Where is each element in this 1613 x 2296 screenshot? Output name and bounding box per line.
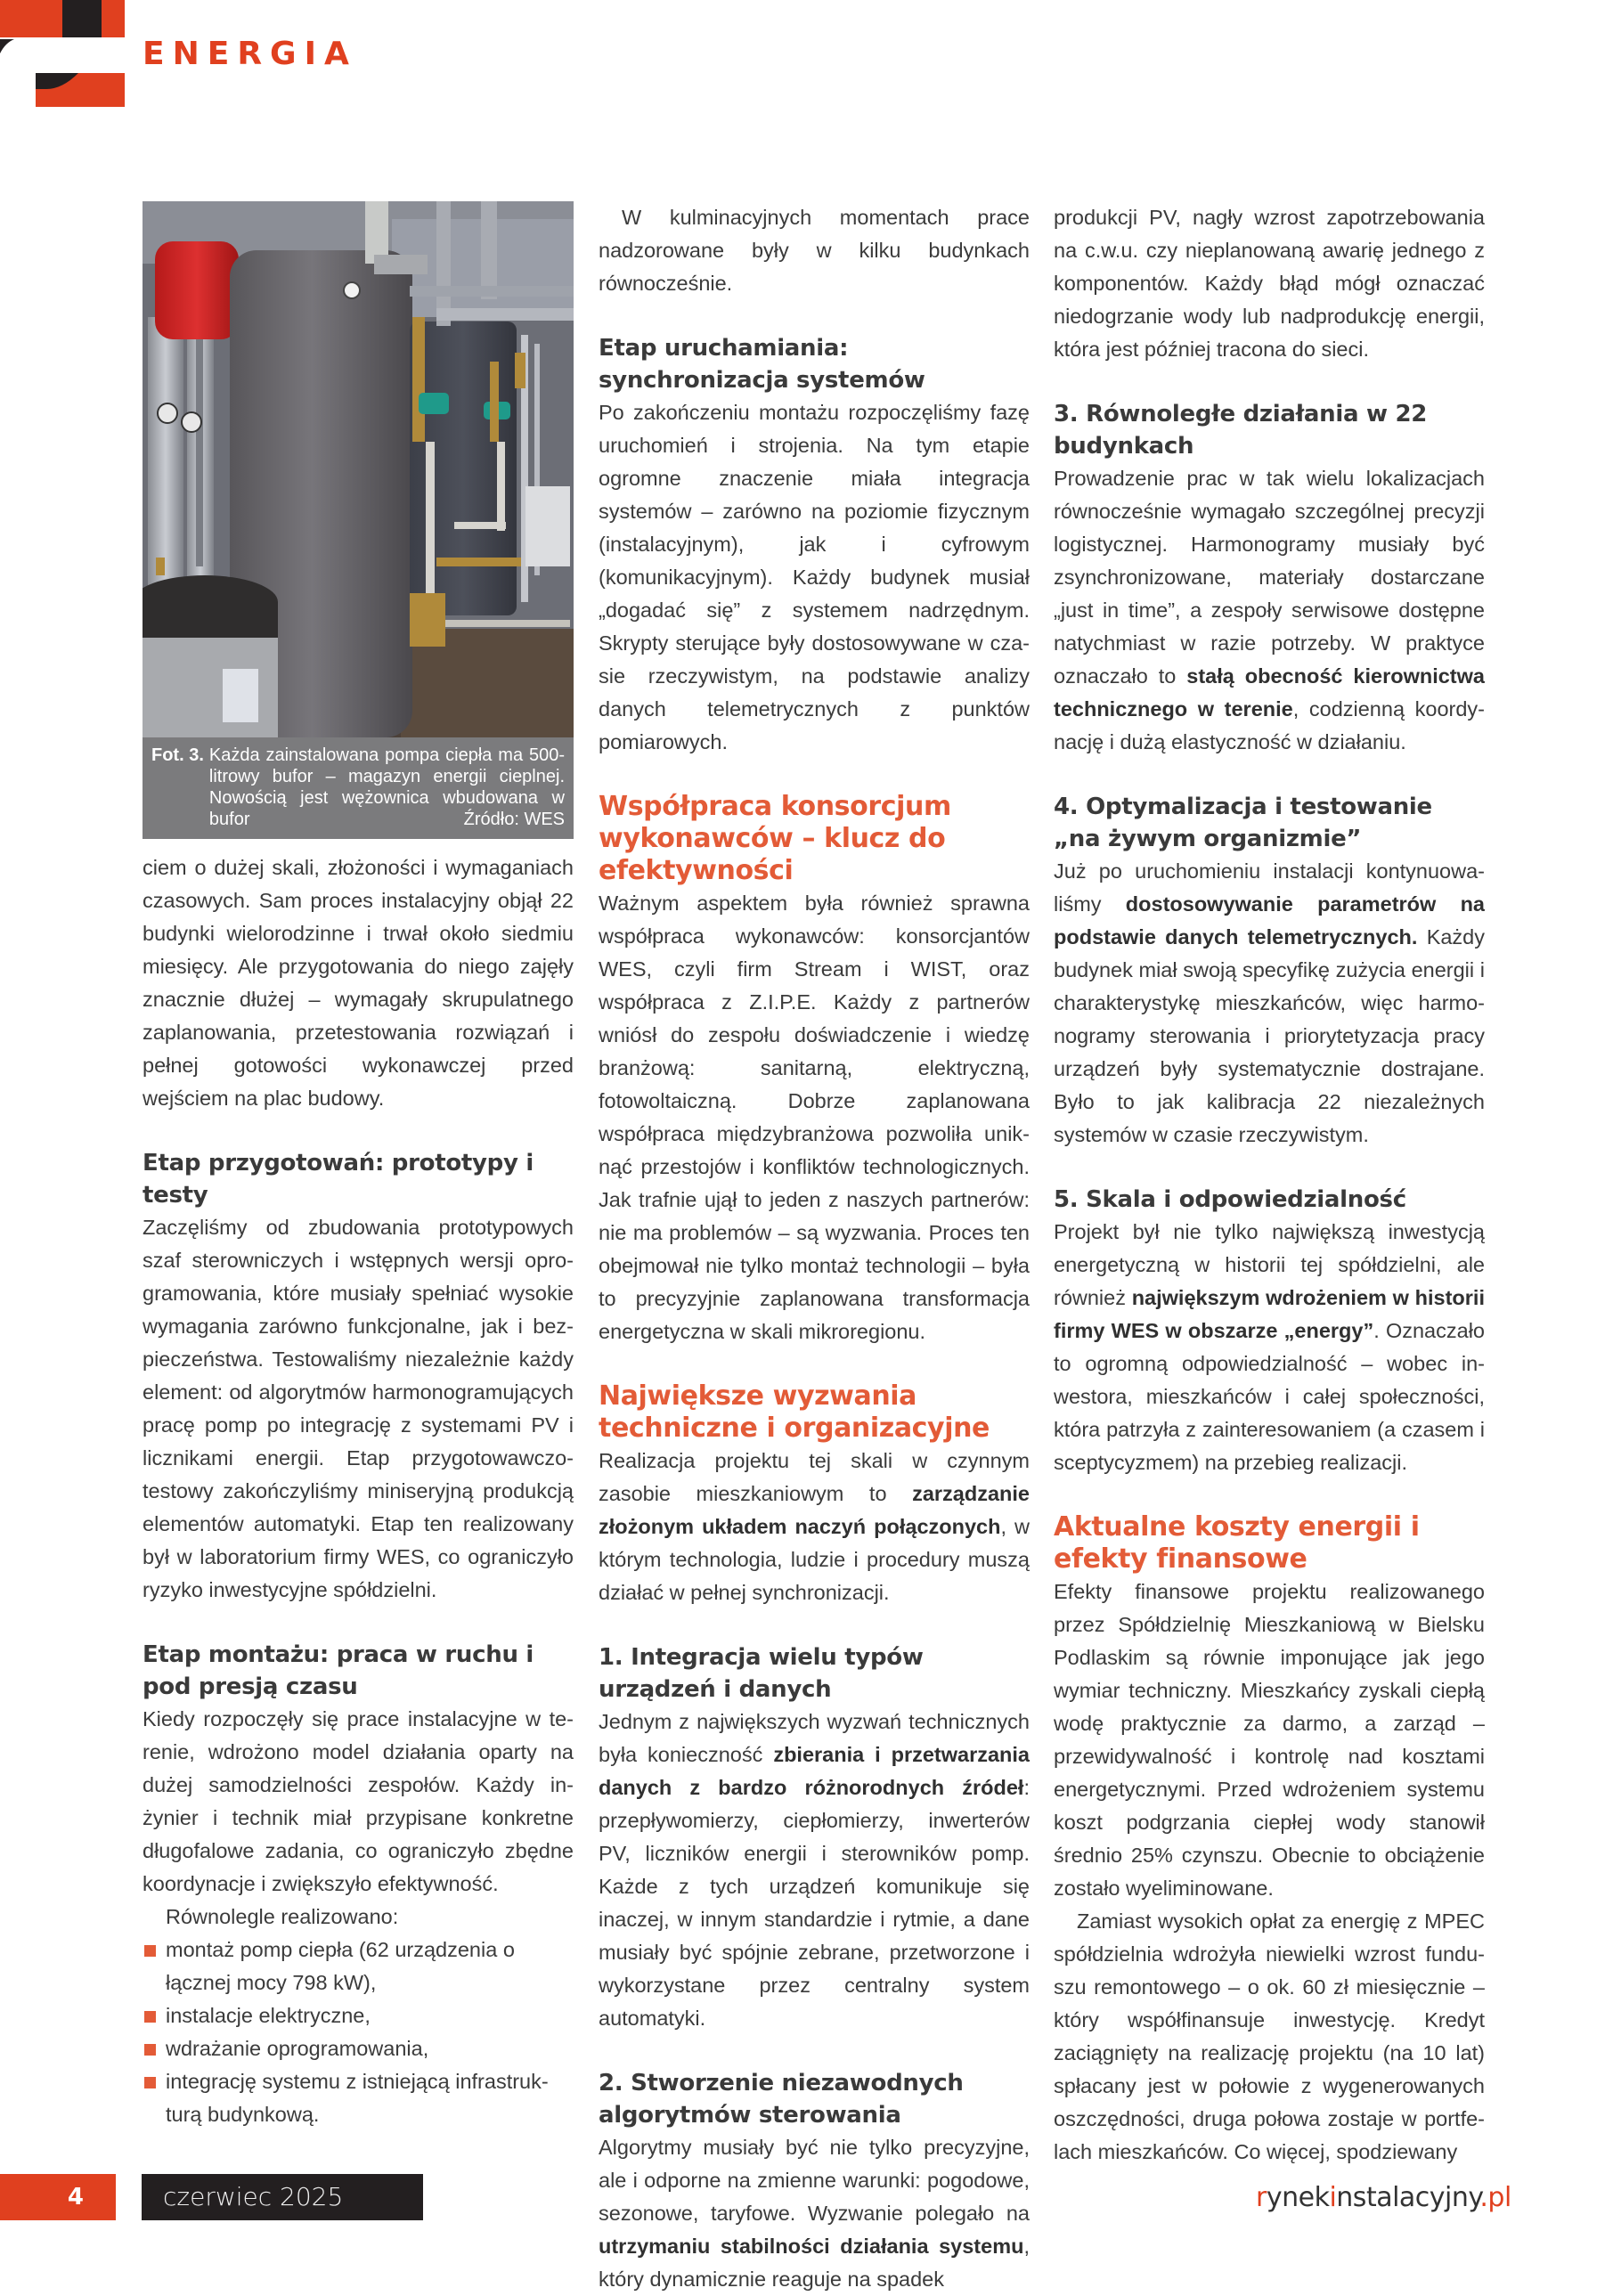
caption-label: Fot. 3. <box>151 745 204 765</box>
column1-intro-paragraph: ciem o dużej skali, złożoności i wymaganiach czasowych. Sam proces instalacyjny objął 22 budynki wielorodzinne i trwał około siedmiu miesięcy. Ale przygotowania do niego zajęły znacznie dłużej – wymagały skrupulatnego zaplanowania, przetestowania rozwiązań i pełnej gotowości wykonawczej przed wejściem na plac budowy. <box>143 856 574 1110</box>
text-run: Już po uruchomieniu instalacji kontynuowaliśmy <box>1054 859 1485 916</box>
list-item: montaż pomp ciepła (62 urządzenia o łącznej mocy 798 kW), <box>143 1934 574 1999</box>
text-run: . Oznaczało to ogromną odpowiedzialność – wobec inwestora, mieszkańców i całej społeczności, która patrzyła z zainteresowaniem (a czasem i sceptycyzmem) na przebieg realizacji. <box>1054 1319 1485 1474</box>
caption-source: Źródło: WES <box>463 810 565 829</box>
heading-assembly-stage: Etap montażu: praca w ruchu i pod presją czasu <box>143 1641 534 1700</box>
heading-energy-costs: Aktualne koszty energii i efekty finansowe <box>1054 1511 1420 1575</box>
text-run: , który dynamicznie reaguje na spadek <box>599 2235 1030 2291</box>
parallel-work-paragraph <box>1054 462 1485 759</box>
bold-text-run: największym wdrożeniem w historii firmy WES w obszarze „energy” <box>1054 1286 1485 1342</box>
text-run: Algorytmy musiały być nie tylko precyzyjne, ale i odporne na zmienne warunki: pogodowe, sezonowe, taryfowe. Wyzwanie polegało na <box>599 2136 1030 2225</box>
list-item: wdrażanie oprogramowania, <box>143 2032 574 2065</box>
bold-text-run: dostosowywanie parametrów na podstawie danych telemetrycznych. <box>1054 892 1486 949</box>
text-run: : przepływomierzy, ciepłomierzy, inwerterów PV, liczników energii i sterowników pomp. Każde z tych urządzeń komunikuje się inaczej, w innym standardzie i rytmie, a dane musiały być spójnie zebrane, przetworzone i wykorzystane przez centralny system automatyki. <box>599 1776 1030 2030</box>
magazine-logo-shape <box>0 0 125 107</box>
issue-date: czerwiec 2025 <box>142 2174 423 2220</box>
caption-text <box>209 745 565 830</box>
heading-device-integration: 1. Integracja wielu typów urządzeń i danych <box>599 1644 924 1703</box>
heading-preparation-stage: Etap przygotowań: prototypy i testy <box>143 1150 534 1209</box>
consortium-paragraph: Ważnym aspektem była również sprawna współpraca wykonawców: konsorcjantów WES, czyli firm Stream i WIST, oraz współpraca z Z.I.P.E. Każdy z partnerów wniósł do zespołu doświadczenie i wiedzę branżową: sanitarną, elektryczną, fotowoltaiczną. Dobrze zaplanowana współpraca międzybranżowa pozwoliła uniknąć przestojów i konfliktów technologicznych. Jak trafnie ujął to jeden z naszych partnerów: nie ma problemów – są wyzwania. Proces ten obejmował nie tylko montaż technologii – była to precyzyjnie zaplanowana transformacja energetyczna w skali mikroregionu. <box>599 892 1030 1343</box>
caption-body: Każda zainstalowana pompa ciepła ma 500-litrowy bufor – magazyn energii cieplnej. Nowością jest wężownica wbudowana w bufor <box>208 745 565 829</box>
challenges-paragraph <box>599 1445 1030 1609</box>
heading-scale-responsibility: 5. Skala i odpowiedzialność <box>1054 1186 1406 1213</box>
column-1 <box>143 201 574 2131</box>
text-run: Każdy budynek miał swoją specyfikę zużycia energii i charakterystykę mieszkańców, więc harmonogramy sterowania i priorytetyzacja pracy urządzeń były systematycznie dostrajane. Było to jak kalibracja 22 niezależnych systemów w czasie rzeczywistym. <box>1054 925 1486 1146</box>
website-link[interactable] <box>1256 2182 1511 2213</box>
bold-text-run: zarządzanie złożonym układem naczyń połączonych <box>599 1482 1030 1538</box>
energy-costs-paragraph: Efekty finansowe projektu realizowanego przez Spółdzielnię Mieszkaniową w Bielsku Podlaskim są równie imponujące jak jego wymiar techniczny. Mieszkańcy zyskali ciepłą wodę praktycznie za darmo, a zarząd – przewidywalność i kontrolę nad kosztami energetycznymi. Przed wdrożeniem systemu koszt podgrzania ciepłej wody stanowił średnio 25% czynszu. Obecnie to obciążenie zostało wyeliminowane. <box>1054 1580 1485 1900</box>
bold-text-run: zbierania i przetwarzania danych z bardzo różnorodnych źródeł <box>599 1743 1030 1799</box>
site-text: ynek <box>1266 2182 1330 2213</box>
site-accent-letter: i <box>1329 2182 1337 2213</box>
column-3 <box>1054 201 1485 2169</box>
text-run: Jednym z największych wyzwań technicznych była konieczność <box>599 1710 1030 1766</box>
heading-control-algorithms: 2. Stworzenie niezawodnych algorytmów sterowania <box>599 2070 964 2129</box>
photo-caption <box>143 737 574 839</box>
heading-consortium-cooperation: Współpraca konsorcjum wykonawców – klucz do efektywności <box>599 791 951 886</box>
site-tld: .pl <box>1479 2182 1511 2213</box>
column3-intro-paragraph: produkcji PV, nagły wzrost zapotrzebowania na c.w.u. czy nieplanowaną awarię jednego z komponentów. Każdy błąd mógł oznaczać niedogrzanie wody lub nadprodukcję energii, która jest później tracona do sieci. <box>1054 206 1485 361</box>
bold-text-run: stałą obecność kierownictwa technicznego w terenie <box>1054 664 1485 721</box>
boiler-room-illustration <box>143 201 574 737</box>
site-accent-letter: r <box>1256 2182 1267 2213</box>
control-algorithms-paragraph <box>599 2131 1030 2296</box>
energy-costs-paragraph-2: Zamiast wysokich opłat za energię z MPEC spółdzielnia wdrożyła niewielki wzrost funduszu remontowego – o ok. 60 zł miesięcznie – który współfinansuje inwestycję. Kredyt zaciągnięty na realizację projektu (na 10 lat) spłacany jest w połowie z wygenerowanych oszczędności, druga połowa zostaje w portfelach mieszkańców. Co więcej, spodziewany <box>1054 1909 1485 2163</box>
heading-startup-stage: Etap uruchamiania: synchronizacja systemów <box>599 335 925 394</box>
list-item: integrację systemu z istniejącą infrastrukturą budynkową. <box>143 2065 574 2131</box>
bold-text-run: utrzymaniu stabilności działania systemu <box>599 2235 1024 2258</box>
section-label: ENERGIA <box>143 36 357 72</box>
text-run: Prowadzenie prac w tak wielu lokalizacjach równocześnie wymagało szczególnej precyzji logistycznej. Harmonogramy musiały być zsynchronizowane, materiały dostarczane „just in time”, a zespoły serwisowe dostępne natychmiast w razie potrzeby. W praktyce oznaczało to <box>1054 467 1485 688</box>
startup-stage-paragraph: Po zakończeniu montażu rozpoczęliśmy fazę uruchomień i strojenia. Na tym etapie ogromne znaczenie miała integracja systemów – zarówno na poziomie fizycznym (instalacyjnym), jak i cyfrowym (komunikacyjnym). Każdy budynek musiał „dogadać się” z systemem nadrzędnym. Skrypty sterujące były dostosowywane w czasie rzeczywistym, na podstawie analizy danych telemetrycznych z punktów pomiarowych. <box>599 401 1030 753</box>
list-intro: Równolegle realizowano: <box>166 1905 399 1928</box>
text-run: , w którym technologia, ludzie i procedury muszą działać w pełnej synchronizacji. <box>599 1515 1030 1604</box>
site-text: nstalacyjny <box>1336 2182 1480 2213</box>
assembly-stage-paragraph: Kiedy rozpoczęły się prace instalacyjne w terenie, wdrożono model działania oparty na dużej samodzielności zespołów. Każdy inżynier i technik miał przypisane konkretne długofalowe zadania, co ograniczyło zbędne koordynacje i zwiększyło efektywność. <box>143 1707 574 1895</box>
heading-biggest-challenges: Największe wyzwania techniczne i organizacyjne <box>599 1380 990 1444</box>
text-run: Projekt był nie tylko największą inwestycją energetyczną w historii tej spółdzielni, ale również <box>1054 1220 1485 1309</box>
heading-parallel-work: 3. Równoległe działania w 22 budynkach <box>1054 401 1428 460</box>
text-run: , codzienną koordynację i dużą elastyczność w działaniu. <box>1054 697 1485 753</box>
column2-intro-paragraph: W kulminacyjnych momentach prace nadzorowane były w kilku budynkach równocześnie. <box>599 206 1030 295</box>
preparation-stage-paragraph: Zaczęliśmy od zbudowania prototypowych szaf sterowniczych i wstępnych wersji oprogramowania, które musiały spełniać wysokie wymagania zarówno funkcjonalne, jak i bezpieczeństwa. Testowaliśmy niezależnie każdy element: od algorytmów harmonogramujących pracę pomp po integrację z systemami PV i licznikami energii. Etap przygotowawczo-testowy zakończyliśmy miniseryjną produkcją elementów automatyki. Etap ten realizowany był w laboratorium firmy WES, co ograniczyło ryzyko inwestycyjne spółdzielni. <box>143 1216 574 1601</box>
heading-optimization: 4. Optymalizacja i testowanie „na żywym organizmie” <box>1054 794 1432 852</box>
list-item: instalacje elektryczne, <box>143 1999 574 2032</box>
boiler-room-photo <box>143 201 574 737</box>
text-run: Realizacja projektu tej skali w czynnym zasobie mieszkaniowym to <box>599 1449 1030 1505</box>
scale-responsibility-paragraph <box>1054 1216 1485 1479</box>
optimization-paragraph <box>1054 855 1485 1152</box>
page-number: 4 <box>0 2174 116 2220</box>
column-2 <box>599 201 1030 2296</box>
device-integration-paragraph <box>599 1706 1030 2035</box>
parallel-tasks-list <box>143 1934 574 2131</box>
